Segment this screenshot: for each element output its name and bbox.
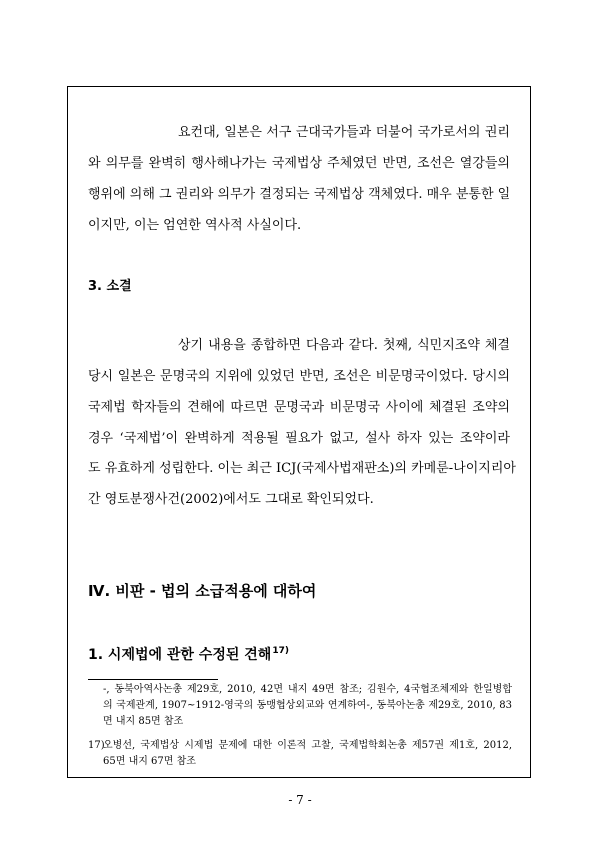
chapter-heading: Ⅳ. 비판 - 법의 소급적용에 대하여	[88, 582, 317, 600]
body-line: 요컨대, 일본은 서구 근대국가들과 더불어 국가로서의 권리	[178, 125, 510, 140]
body-line: 상기 내용을 종합하면 다음과 같다. 첫째, 식민지조약 체결	[178, 338, 510, 353]
body-line: 당시 일본은 문명국의 지위에 있었던 반면, 조선은 비문명국이었다. 당시의	[88, 369, 510, 384]
footnote-line: 오병선, 국제법상 시제법 문제에 대한 이론적 고찰, 국제법학회논총 제57권 제1호, 2012,	[103, 740, 512, 751]
body-line: 이지만, 이는 엄연한 역사적 사실이다.	[88, 218, 302, 233]
footnote-line: 의 국제관계, 1907~1912-영국의 동맹협상외교와 연계하여-, 동북아논총 제29호, 2010, 83	[103, 700, 512, 711]
body-line: 도 유효하게 성립한다. 이는 최근 ICJ(국제사법재판소)의 카메룬-나이지리아	[88, 461, 516, 476]
body-line: 경우 ‘국제법’이 완벽하게 적용될 필요가 없고, 설사 하자 있는 조약이라	[88, 431, 510, 446]
footnote-line: 면 내지 85면 참조	[103, 716, 184, 727]
section-heading	[88, 646, 289, 666]
footnote-reference: 17)	[272, 646, 289, 656]
body-line: 국제법 학자들의 견해에 따르면 문명국과 비문명국 사이에 체결된 조약의	[88, 400, 510, 415]
footnote-line: 65면 내지 67면 참조	[103, 756, 196, 767]
footnote-line: -, 동북아역사논총 제29호, 2010, 42면 내지 49면 참조; 김원수, 4국협조체제와 한일병합	[103, 684, 512, 695]
section-heading-text: 1. 시제법에 관한 수정된 견해	[88, 647, 272, 663]
footnote-marker: 17)	[88, 740, 105, 751]
body-line: 행위에 의해 그 권리와 의무가 결정되는 국제법상 객체였다. 매우 분통한 일	[88, 187, 511, 202]
page-number: - 7 -	[288, 793, 312, 807]
body-line: 와 의무를 완벽히 행사해나가는 국제법상 주체였던 반면, 조선은 열강들의	[88, 156, 510, 171]
footnote-separator	[88, 679, 218, 680]
section-heading-conclusion: 3. 소결	[88, 279, 132, 294]
body-line: 간 영토분쟁사건(2002)에서도 그대로 확인되었다.	[88, 492, 374, 507]
